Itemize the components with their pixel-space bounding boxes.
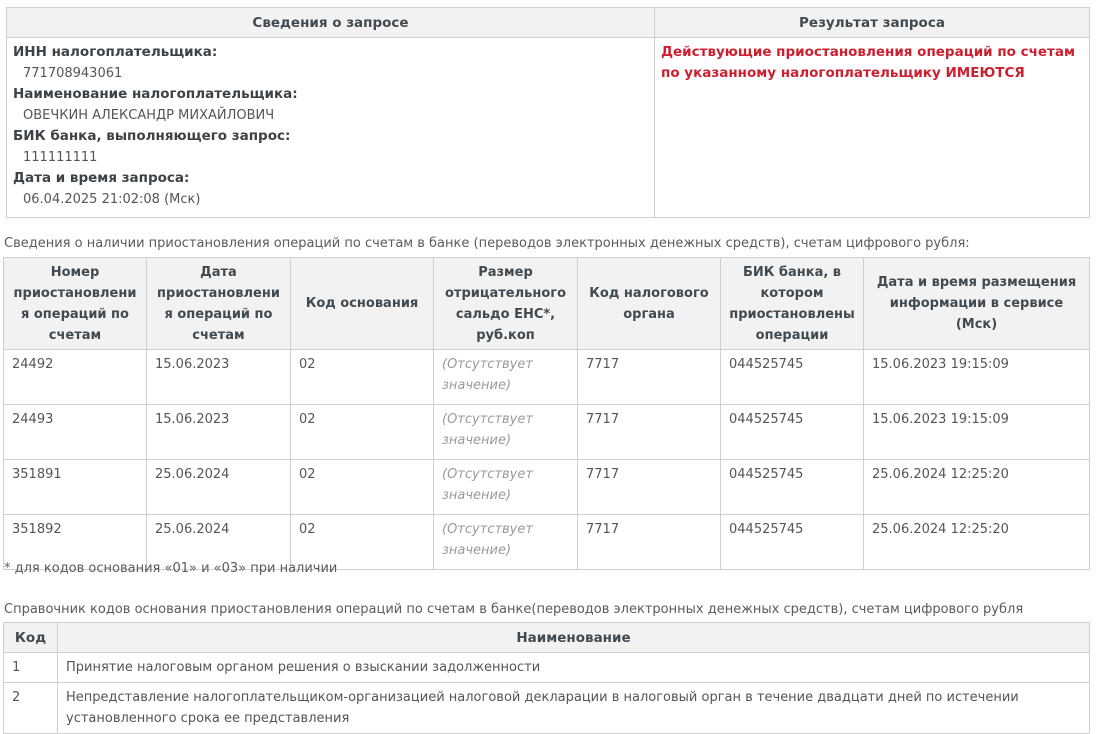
reason-code: 2 bbox=[4, 683, 58, 734]
suspension-number: 351892 bbox=[4, 515, 147, 570]
table-row bbox=[4, 350, 1090, 405]
request-datetime-label: Дата и время запроса: bbox=[13, 170, 190, 186]
col-header-posted-datetime: Дата и время размещения информации в сервисе (Мск) bbox=[864, 258, 1090, 350]
bank-bik: 044525745 bbox=[721, 405, 864, 460]
col-header-negative-balance: Размер отрицательного сальдо ЕНС*, руб.коп bbox=[434, 258, 578, 350]
suspension-number: 24492 bbox=[4, 350, 147, 405]
footnote: * для кодов основания «01» и «03» при наличии bbox=[4, 561, 338, 576]
col-header-suspension-number: Номер приостановлени я операций по счетам bbox=[4, 258, 147, 350]
inn-value: 771708943061 bbox=[23, 66, 123, 81]
col-header-suspension-date: Дата приостановлени я операций по счетам bbox=[147, 258, 291, 350]
col-header-bank-bik: БИК банка, в котором приостановлены операции bbox=[721, 258, 864, 350]
negative-balance: (Отсутствует значение) bbox=[434, 350, 578, 405]
suspension-date: 15.06.2023 bbox=[147, 405, 291, 460]
table-row bbox=[4, 653, 1090, 683]
tax-office-code: 7717 bbox=[578, 515, 721, 570]
bank-bik-value: 111111111 bbox=[23, 150, 98, 165]
posted-datetime: 15.06.2023 19:15:09 bbox=[864, 405, 1090, 460]
inn-label: ИНН налогоплательщика: bbox=[13, 44, 218, 60]
reference-caption: Справочник кодов основания приостановления операций по счетам в банке(переводов электронных денежных средств), счетам цифрового рубля bbox=[4, 602, 1024, 617]
suspensions-caption: Сведения о наличии приостановления операций по счетам в банке (переводов электронных денежных средств), счетам цифрового рубля: bbox=[4, 236, 970, 251]
suspension-date: 25.06.2024 bbox=[147, 515, 291, 570]
suspension-number: 351891 bbox=[4, 460, 147, 515]
col-header-name: Наименование bbox=[58, 623, 1090, 653]
table-row bbox=[4, 460, 1090, 515]
suspension-date: 15.06.2023 bbox=[147, 350, 291, 405]
table-row bbox=[4, 683, 1090, 734]
col-header-reason-code: Код основания bbox=[291, 258, 434, 350]
taxpayer-name-value: ОВЕЧКИН АЛЕКСАНДР МИХАЙЛОВИЧ bbox=[23, 108, 275, 123]
reason-code: 02 bbox=[291, 460, 434, 515]
request-summary-table bbox=[6, 7, 1090, 218]
col-header-code: Код bbox=[4, 623, 58, 653]
bank-bik: 044525745 bbox=[721, 350, 864, 405]
table-row bbox=[4, 405, 1090, 460]
taxpayer-name-label: Наименование налогоплательщика: bbox=[13, 86, 298, 102]
reason-code: 02 bbox=[291, 350, 434, 405]
reason-name: Непредставление налогоплательщиком-организацией налоговой декларации в налоговый орган в течение двадцати дней по истечении установленного срока ее представления bbox=[58, 683, 1090, 734]
suspension-date: 25.06.2024 bbox=[147, 460, 291, 515]
reason-code: 1 bbox=[4, 653, 58, 683]
negative-balance: (Отсутствует значение) bbox=[434, 405, 578, 460]
reason-name: Принятие налоговым органом решения о взыскании задолженности bbox=[58, 653, 1090, 683]
negative-balance: (Отсутствует значение) bbox=[434, 515, 578, 570]
result-status-text: Действующие приостановления операций по счетам по указанному налогоплательщику ИМЕЮТСЯ bbox=[661, 44, 1076, 81]
request-info-cell bbox=[7, 38, 655, 218]
reason-codes-reference-table bbox=[3, 622, 1090, 734]
posted-datetime: 15.06.2023 19:15:09 bbox=[864, 350, 1090, 405]
suspensions-table bbox=[3, 257, 1090, 570]
suspension-number: 24493 bbox=[4, 405, 147, 460]
tax-office-code: 7717 bbox=[578, 350, 721, 405]
col-header-tax-office-code: Код налогового органа bbox=[578, 258, 721, 350]
request-info-header: Сведения о запросе bbox=[7, 8, 655, 38]
reason-code: 02 bbox=[291, 515, 434, 570]
tax-office-code: 7717 bbox=[578, 460, 721, 515]
posted-datetime: 25.06.2024 12:25:20 bbox=[864, 515, 1090, 570]
bank-bik-label: БИК банка, выполняющего запрос: bbox=[13, 128, 291, 144]
bank-bik: 044525745 bbox=[721, 515, 864, 570]
reason-code: 02 bbox=[291, 405, 434, 460]
request-datetime-value: 06.04.2025 21:02:08 (Мск) bbox=[23, 192, 201, 207]
result-cell bbox=[655, 38, 1090, 218]
posted-datetime: 25.06.2024 12:25:20 bbox=[864, 460, 1090, 515]
bank-bik: 044525745 bbox=[721, 460, 864, 515]
negative-balance: (Отсутствует значение) bbox=[434, 460, 578, 515]
result-header: Результат запроса bbox=[655, 8, 1090, 38]
tax-office-code: 7717 bbox=[578, 405, 721, 460]
